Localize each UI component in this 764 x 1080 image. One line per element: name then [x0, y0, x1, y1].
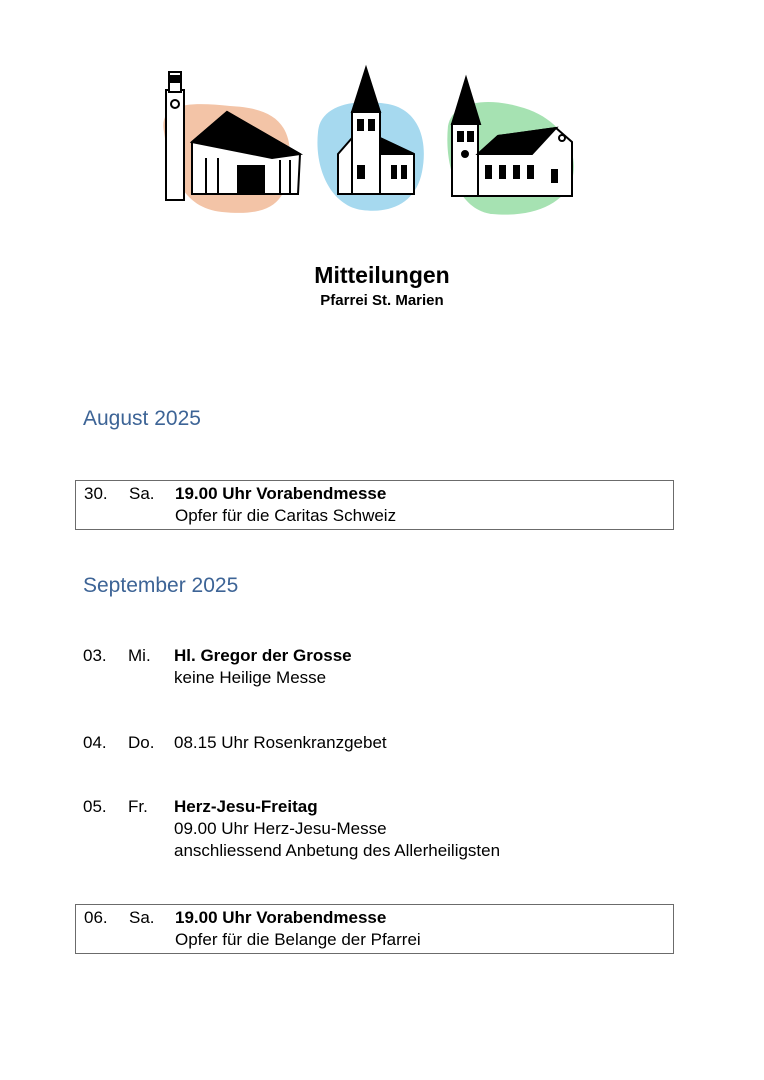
schedule-entry [75, 480, 674, 530]
schedule-entry [75, 730, 672, 756]
entry-headline: Herz-Jesu-Freitag [174, 797, 318, 816]
entry-detail: Opfer für die Belange der Pfarrei [175, 930, 421, 949]
entry-detail: anschliessend Anbetung des Allerheiligsten [174, 841, 501, 860]
entry-headline: 19.00 Uhr Vorabendmesse [175, 484, 387, 503]
entry-detail: keine Heilige Messe [174, 668, 327, 687]
entry-detail: Opfer für die Caritas Schweiz [175, 506, 397, 525]
entry-detail: 09.00 Uhr Herz-Jesu-Messe [174, 819, 387, 838]
entry-date: 04. [83, 733, 107, 752]
entry-headline: 08.15 Uhr Rosenkranzgebet [174, 733, 387, 752]
entry-date: 03. [83, 646, 107, 665]
schedule-entry [75, 643, 672, 691]
entry-weekday: Sa. [129, 484, 155, 503]
month-heading: September 2025 [83, 574, 239, 597]
village-church-icon [452, 78, 572, 196]
month-heading: August 2025 [83, 407, 201, 430]
entry-headline: 19.00 Uhr Vorabendmesse [175, 908, 387, 927]
entry-date: 05. [83, 797, 107, 816]
entry-weekday: Sa. [129, 908, 155, 927]
schedule-entry [75, 904, 674, 954]
entry-weekday: Do. [128, 733, 155, 752]
entry-weekday: Fr. [128, 797, 148, 816]
page-subtitle: Pfarrei St. Marien [320, 292, 444, 309]
entry-date: 30. [84, 484, 108, 503]
schedule-entry [75, 794, 672, 864]
entry-date: 06. [84, 908, 108, 927]
entry-headline: Hl. Gregor der Grosse [174, 646, 352, 665]
page-title: Mitteilungen [314, 262, 450, 288]
entry-weekday: Mi. [128, 646, 151, 665]
parish-churches-logo [152, 62, 592, 222]
